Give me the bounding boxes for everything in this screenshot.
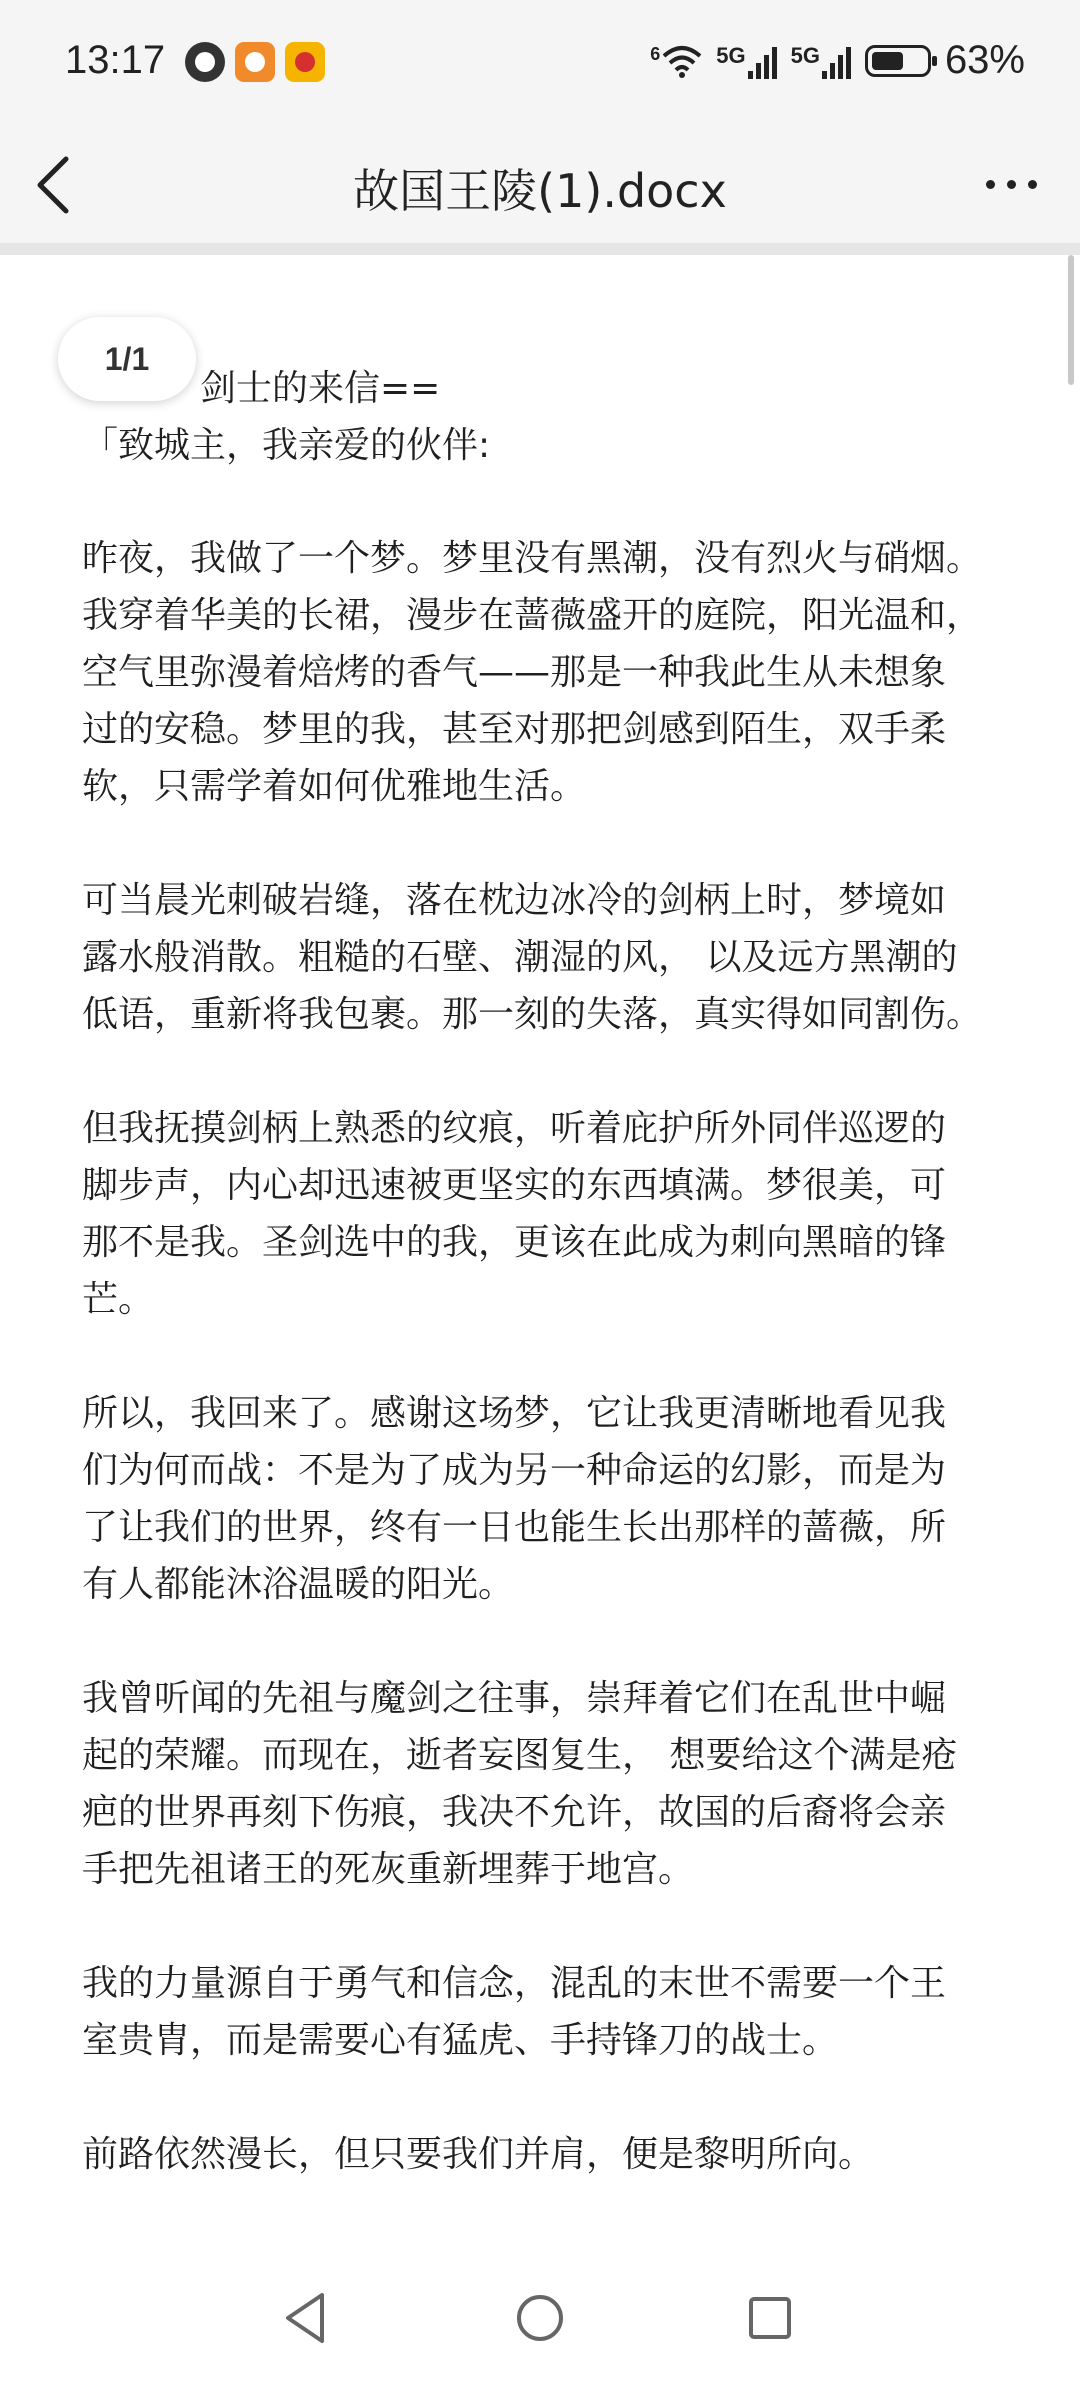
doc-line: 们为何而战：不是为了成为另一种命运的幻影，而是为 — [82, 1450, 947, 1491]
page-indicator: 1/1 — [58, 317, 196, 401]
doc-line: 剑士的来信== — [200, 368, 441, 409]
doc-line: 「致城主，我亲爱的伙伴: — [82, 425, 491, 466]
document-title: 故国王陵(1).docx — [353, 164, 727, 218]
document-viewer[interactable] — [0, 255, 1080, 2255]
title-bar — [0, 125, 1080, 243]
nav-home-button[interactable] — [505, 2283, 575, 2353]
doc-line: 前路依然漫长，但只要我们并肩，便是黎明所向。 — [82, 2134, 875, 2175]
signal-icon-1 — [716, 43, 776, 79]
doc-line: 脚步声，内心却迅速被更坚实的东西填满。梦很美，可 — [82, 1165, 947, 1206]
signal-icon-2 — [791, 43, 851, 79]
battery-icon — [865, 45, 931, 77]
doc-line: 我曾听闻的先祖与魔剑之往事，崇拜着它们在乱世中崛 — [82, 1678, 947, 1719]
doc-line: 了让我们的世界，终有一日也能生长出那样的蔷薇，所 — [82, 1507, 947, 1548]
system-status — [650, 38, 1025, 83]
doc-line: 我穿着华美的长裙，漫步在蔷薇盛开的庭院，阳光温和， — [82, 595, 983, 636]
wifi-icon — [650, 44, 702, 78]
doc-line: 有人都能沐浴温暖的阳光。 — [82, 1564, 515, 1605]
doc-line: 手把先祖诸王的死灰重新埋葬于地宫。 — [82, 1849, 695, 1890]
battery-percent: 63% — [944, 38, 1025, 82]
doc-line: 起的荣耀。而现在，逝者妄图复生， 想要给这个满是疮 — [82, 1735, 958, 1776]
doc-line: 那不是我。圣剑选中的我，更该在此成为刺向黑暗的锋 — [82, 1222, 947, 1263]
doc-line: 芒。 — [82, 1279, 155, 1320]
status-bar — [0, 0, 1080, 125]
more-options-button[interactable] — [980, 165, 1050, 205]
back-nav-icon — [270, 2283, 340, 2353]
status-time: 13:17 — [65, 38, 166, 82]
nav-recents-button[interactable] — [735, 2283, 805, 2353]
doc-line: 我的力量源自于勇气和信念，混乱的末世不需要一个王 — [82, 1963, 947, 2004]
doc-line: 所以，我回来了。感谢这场梦，它让我更清晰地看见我 — [82, 1393, 947, 1434]
doc-line: 过的安稳。梦里的我，甚至对那把剑感到陌生，双手柔 — [82, 709, 947, 750]
nav-back-button[interactable] — [270, 2283, 340, 2353]
doc-line: 室贵胄，而是需要心有猛虎、手持锋刀的战士。 — [82, 2020, 839, 2061]
wifi-badge: 6 — [650, 43, 661, 64]
system-nav-bar — [0, 2255, 1080, 2382]
doc-line: 可当晨光刺破岩缝，落在枕边冰冷的剑柄上时，梦境如 — [82, 880, 947, 921]
network-type-1: 5G — [716, 42, 746, 68]
header-divider — [0, 243, 1080, 255]
doc-line: 但我抚摸剑柄上熟悉的纹痕，听着庇护所外同伴巡逻的 — [82, 1108, 947, 1149]
weibo-icon — [285, 42, 325, 82]
doc-line: 昨夜，我做了一个梦。梦里没有黑潮，没有烈火与硝烟。 — [82, 538, 983, 579]
scrollbar[interactable] — [1068, 255, 1074, 385]
notification-icons — [185, 42, 325, 82]
doc-line: 低语，重新将我包裹。那一刻的失落，真实得如同割伤。 — [82, 994, 983, 1035]
doc-line: 疤的世界再刻下伤痕，我决不允许，故国的后裔将会亲 — [82, 1792, 947, 1833]
network-type-2: 5G — [790, 42, 820, 68]
alarm-icon — [185, 42, 225, 82]
doc-line: 软，只需学着如何优雅地生活。 — [82, 766, 587, 807]
recents-nav-icon — [735, 2283, 805, 2353]
doc-line: 露水般消散。粗糙的石壁、潮湿的风， 以及远方黑潮的 — [82, 937, 958, 978]
doc-line: 空气里弥漫着焙烤的香气——那是一种我此生从未想象 — [82, 652, 947, 693]
home-nav-icon — [505, 2283, 575, 2353]
heart-app-icon — [235, 42, 275, 82]
more-dots-icon — [980, 189, 1043, 208]
